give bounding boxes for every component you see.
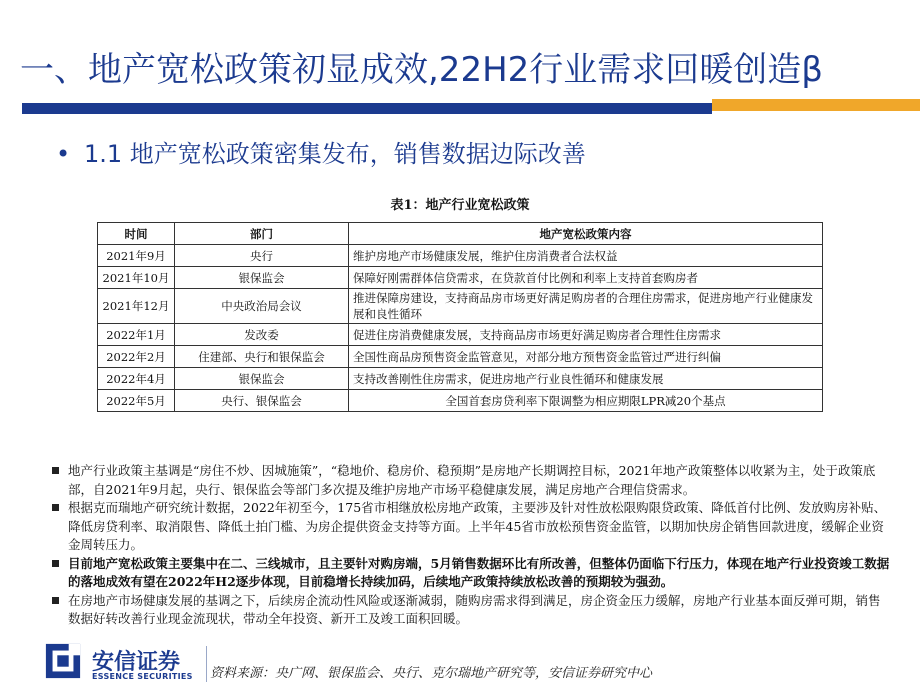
table-row: [98, 390, 823, 412]
cell-time: 2021年12月: [98, 289, 175, 324]
header-time: 时间: [98, 223, 175, 245]
cell-content: 推进保障房建设，支持商品房市场更好满足购房者的合理住房需求，促进房地产行业健康发展和良性循环: [349, 289, 823, 324]
table-row: [98, 324, 823, 346]
cell-time: 2022年5月: [98, 390, 175, 412]
essence-logo-icon: [44, 642, 82, 680]
subtitle-text: 1.1 地产宽松政策密集发布，销售数据边际改善: [84, 140, 586, 168]
cell-dept: 银保监会: [175, 267, 349, 289]
title-accent-bar: [712, 99, 920, 111]
note-text: 目前地产宽松政策主要集中在二、三线城市，且主要针对购房端，5月销售数据环比有所改善，但整体仍面临下行压力，体现在地产行业投资竣工数据的落地成效有望在2022年H2逐步体现，目前稳增长持续加码，后续地产政策持续放松改善的预期较为强劲。: [68, 555, 890, 589]
cell-time: 2022年1月: [98, 324, 175, 346]
cell-content: 全国首套房贷利率下限调整为相应期限LPR减20个基点: [349, 390, 823, 412]
square-bullet-icon: [52, 467, 59, 474]
section-subtitle: [56, 134, 586, 169]
note-text: 根据克而瑞地产研究统计数据，2022年初至今，175省市相继放松房地产政策，主要涉及针对性放松限购限贷政策、降低首付比例、发放购房补贴、降低房贷利率、取消限售、降低土拍门槛、为房企提供资金支持等方面。上半年45省市放松预售资金监管，以期加快房企销售回款进度，缓解企业资金周转压力。: [68, 500, 887, 552]
header-content: 地产宽松政策内容: [349, 223, 823, 245]
list-item: [50, 555, 890, 592]
list-item: [50, 462, 890, 499]
logo-chinese: 安信证券: [92, 650, 181, 675]
table-row: [98, 289, 823, 324]
source-note: 资料来源：央广网、银保监会、央行、克尔瑞地产研究等，安信证券研究中心: [210, 666, 653, 681]
page-title: 一、地产宽松政策初显成效,22H2行业需求回暖创造β: [20, 50, 823, 90]
cell-dept: 央行: [175, 245, 349, 267]
table-row: [98, 245, 823, 267]
cell-dept: 住建部、央行和银保监会: [175, 346, 349, 368]
cell-time: 2022年2月: [98, 346, 175, 368]
notes-list: [50, 462, 890, 629]
cell-time: 2022年4月: [98, 368, 175, 390]
table-caption: 表1：地产行业宽松政策: [390, 198, 530, 213]
cell-content: 促进住房消费健康发展，支持商品房市场更好满足购房者合理性住房需求: [349, 324, 823, 346]
title-underline: [22, 103, 712, 114]
policy-table: [97, 222, 823, 412]
table-row: [98, 368, 823, 390]
square-bullet-icon: [52, 504, 59, 511]
cell-dept: 央行、银保监会: [175, 390, 349, 412]
table-row: [98, 346, 823, 368]
cell-content: 保障好刚需群体信贷需求，在贷款首付比例和利率上支持首套购房者: [349, 267, 823, 289]
list-item: [50, 499, 890, 555]
square-bullet-icon: [52, 560, 59, 567]
cell-time: 2021年9月: [98, 245, 175, 267]
list-item: [50, 592, 890, 629]
title-accent-gap: [712, 111, 920, 114]
logo-english: ESSENCE SECURITIES: [92, 672, 193, 681]
cell-dept: 发改委: [175, 324, 349, 346]
bullet-icon: •: [56, 140, 71, 168]
header-dept: 部门: [175, 223, 349, 245]
square-bullet-icon: [52, 597, 59, 604]
cell-dept: 银保监会: [175, 368, 349, 390]
footer-divider: [206, 646, 207, 682]
table-header-row: [98, 223, 823, 245]
cell-content: 支持改善刚性住房需求，促进房地产行业良性循环和健康发展: [349, 368, 823, 390]
cell-dept: 中央政治局会议: [175, 289, 349, 324]
cell-content: 维护房地产市场健康发展，维护住房消费者合法权益: [349, 245, 823, 267]
cell-time: 2021年10月: [98, 267, 175, 289]
note-text: 地产行业政策主基调是“房住不炒、因城施策”，“稳地价、稳房价、稳预期”是房地产长期调控目标，2021年地产政策整体以收紧为主，处于政策底部，自2021年9月起，央行、银保监会等部门多次提及维护房地产市场平稳健康发展，满足房地产合理信贷需求。: [68, 463, 876, 497]
note-text: 在房地产市场健康发展的基调之下，后续房企流动性风险或逐渐减弱，随购房需求得到满足，房企资金压力缓解，房地产行业基本面反弹可期，销售数据好转改善行业现金流现状，带动全年投资、新开工及竣工面积回暖。: [68, 592, 881, 626]
table-row: [98, 267, 823, 289]
cell-content: 全国性商品房预售资金监管意见，对部分地方预售资金监管过严进行纠偏: [349, 346, 823, 368]
